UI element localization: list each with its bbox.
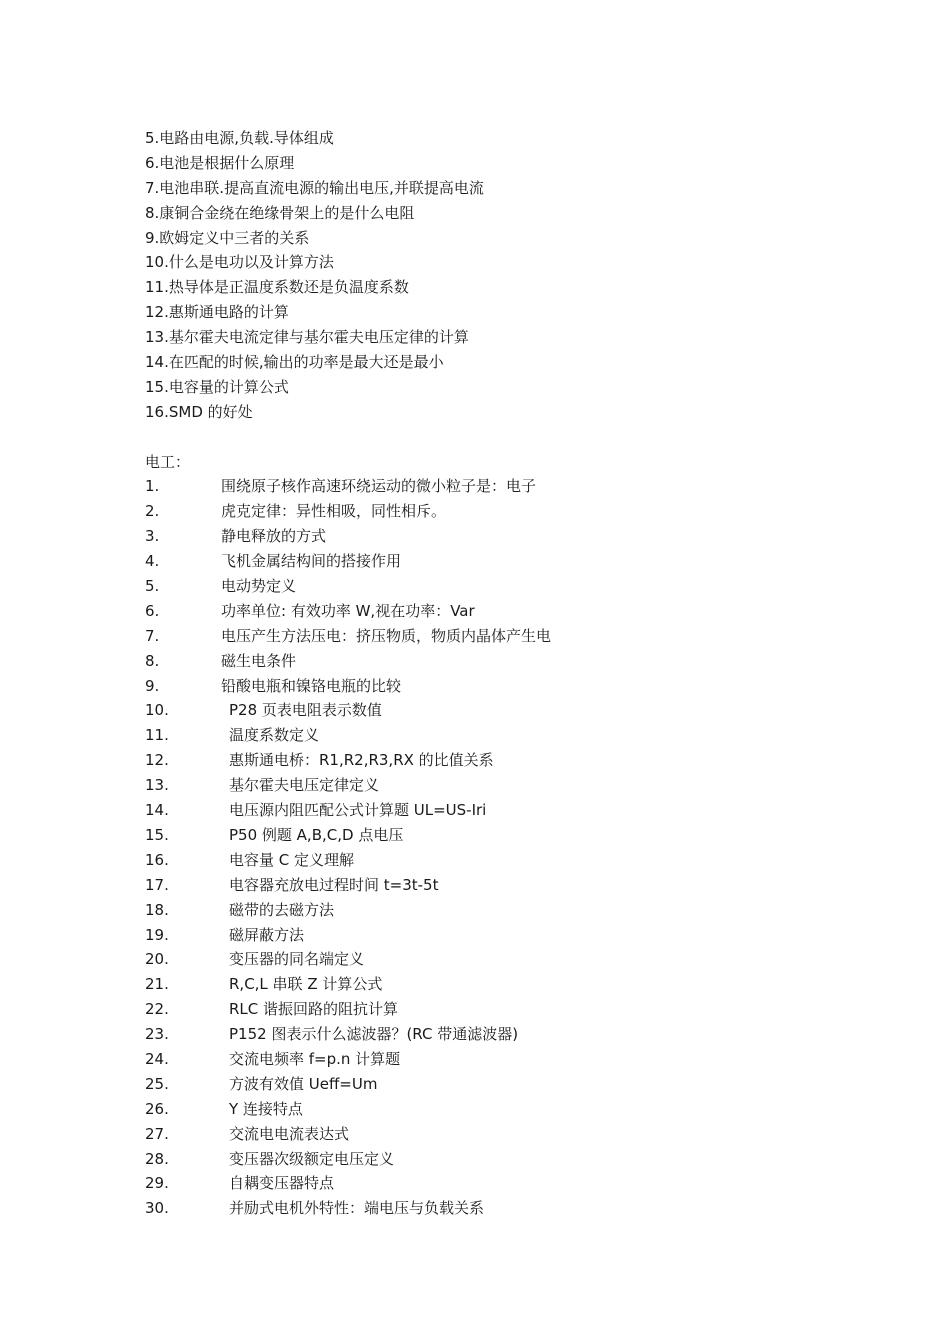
item-text: 基尔霍夫电压定律定义 [229, 776, 380, 795]
item-text: R,C,L 串联 Z 计算公式 [229, 975, 383, 994]
list-item: 11.热导体是正温度系数还是负温度系数 [145, 278, 409, 297]
item-number: 21. [145, 975, 169, 994]
item-number: 23. [145, 1025, 169, 1044]
item-text: 功率单位: 有效功率 W,视在功率：Var [221, 601, 475, 620]
item-text: 虎克定律：异性相吸，同性相斥。 [221, 502, 447, 521]
item-number: 8. [145, 651, 160, 670]
list-item [145, 773, 905, 798]
list-item [145, 649, 905, 674]
list-item: 14.在匹配的时候,输出的功率是最大还是最小 [145, 353, 444, 372]
list-item [145, 698, 905, 723]
list-item [145, 1147, 905, 1172]
list-item [145, 723, 905, 748]
item-text: P152 图表示什么滤波器？(RC 带通滤波器) [229, 1025, 519, 1044]
item-text: 飞机金属结构间的搭接作用 [221, 552, 402, 571]
item-number: 4. [145, 552, 160, 571]
item-text: 并励式电机外特性：端电压与负载关系 [229, 1199, 485, 1218]
item-text: 交流电频率 f=p.n 计算题 [229, 1049, 401, 1068]
list-item [145, 873, 905, 898]
item-number: 16. [145, 850, 169, 869]
list-item [145, 474, 905, 499]
list-item: 5.电路由电源,负载.导体组成 [145, 129, 334, 147]
intro-list [145, 126, 905, 425]
item-number: 22. [145, 1000, 169, 1019]
list-item [145, 1072, 905, 1097]
item-text: 铅酸电瓶和镍铬电瓶的比较 [221, 676, 402, 695]
item-number: 14. [145, 801, 169, 820]
list-item [145, 1122, 905, 1147]
list-item [145, 972, 905, 997]
item-text: 自耦变压器特点 [229, 1174, 335, 1193]
list-item [145, 898, 905, 923]
list-item [145, 1047, 905, 1072]
item-text: 惠斯通电桥：R1,R2,R3,RX 的比值关系 [229, 751, 494, 770]
list-item [145, 823, 905, 848]
item-text: 电容量 C 定义理解 [229, 850, 355, 869]
list-item: 10.什么是电功以及计算方法 [145, 253, 334, 272]
item-number: 3. [145, 527, 160, 546]
section-heading: 电工： [145, 452, 191, 471]
item-number: 9. [145, 676, 160, 695]
list-item [145, 574, 905, 599]
item-text: Y 连接特点 [229, 1099, 303, 1118]
item-number: 24. [145, 1049, 169, 1068]
item-text: RLC 谐振回路的阻抗计算 [229, 1000, 399, 1019]
item-number: 2. [145, 502, 160, 521]
list-item [145, 947, 905, 972]
item-number: 28. [145, 1149, 169, 1168]
document-page [145, 126, 905, 1221]
item-number: 12. [145, 751, 169, 770]
item-number: 5. [145, 577, 160, 596]
list-item [145, 798, 905, 823]
item-text: 电动势定义 [221, 577, 297, 596]
list-item [145, 549, 905, 574]
item-number: 19. [145, 925, 169, 944]
item-text: 静电释放的方式 [221, 527, 327, 546]
list-item [145, 1196, 905, 1221]
item-number: 20. [145, 950, 169, 969]
item-number: 30. [145, 1199, 169, 1218]
item-number: 27. [145, 1124, 169, 1143]
item-text: 方波有效值 Ueff=Um [229, 1074, 378, 1093]
list-item [145, 499, 905, 524]
item-number: 1. [145, 477, 160, 496]
item-number: 18. [145, 900, 169, 919]
list-item: 15.电容量的计算公式 [145, 377, 289, 396]
item-number: 13. [145, 776, 169, 795]
item-text: 变压器的同名端定义 [229, 950, 365, 969]
item-text: 温度系数定义 [229, 726, 320, 745]
item-number: 26. [145, 1099, 169, 1118]
item-text: 围绕原子核作高速环绕运动的微小粒子是：电子 [221, 477, 537, 496]
item-text: 磁屏蔽方法 [229, 925, 305, 944]
list-item: 13.基尔霍夫电流定律与基尔霍夫电压定律的计算 [145, 328, 469, 347]
item-text: 磁生电条件 [221, 651, 297, 670]
list-item [145, 599, 905, 624]
list-item [145, 748, 905, 773]
item-text: 电压产生方法压电：挤压物质，物质内晶体产生电 [221, 626, 552, 645]
item-number: 25. [145, 1074, 169, 1093]
item-text: 变压器次级额定电压定义 [229, 1149, 395, 1168]
list-item [145, 923, 905, 948]
list-item: 16.SMD 的好处 [145, 402, 253, 421]
item-number: 11. [145, 726, 169, 745]
list-item [145, 624, 905, 649]
paragraph-gap [145, 425, 905, 450]
item-text: P50 例题 A,B,C,D 点电压 [229, 825, 404, 844]
item-text: 电容器充放电过程时间 t=3t-5t [229, 875, 439, 894]
list-item [145, 848, 905, 873]
list-item: 9.欧姆定义中三者的关系 [145, 228, 310, 247]
list-item [145, 524, 905, 549]
electrician-list [145, 474, 905, 1221]
list-item [145, 997, 905, 1022]
list-item: 6.电池是根据什么原理 [145, 153, 295, 172]
list-item [145, 1171, 905, 1196]
item-text: P28 页表电阻表示数值 [229, 701, 382, 720]
item-number: 29. [145, 1174, 169, 1193]
list-item: 8.康铜合金绕在绝缘骨架上的是什么电阻 [145, 203, 415, 222]
item-number: 17. [145, 875, 169, 894]
item-number: 10. [145, 701, 169, 720]
list-item [145, 1097, 905, 1122]
list-item [145, 1022, 905, 1047]
item-number: 7. [145, 626, 160, 645]
item-number: 15. [145, 825, 169, 844]
item-number: 6. [145, 601, 160, 620]
item-text: 交流电电流表达式 [229, 1124, 350, 1143]
list-item: 12.惠斯通电路的计算 [145, 303, 289, 322]
item-text: 电压源内阻匹配公式计算题 UL=US-Iri [229, 801, 487, 820]
list-item: 7.电池串联.提高直流电源的输出电压,并联提高电流 [145, 178, 484, 197]
list-item [145, 674, 905, 699]
item-text: 磁带的去磁方法 [229, 900, 335, 919]
